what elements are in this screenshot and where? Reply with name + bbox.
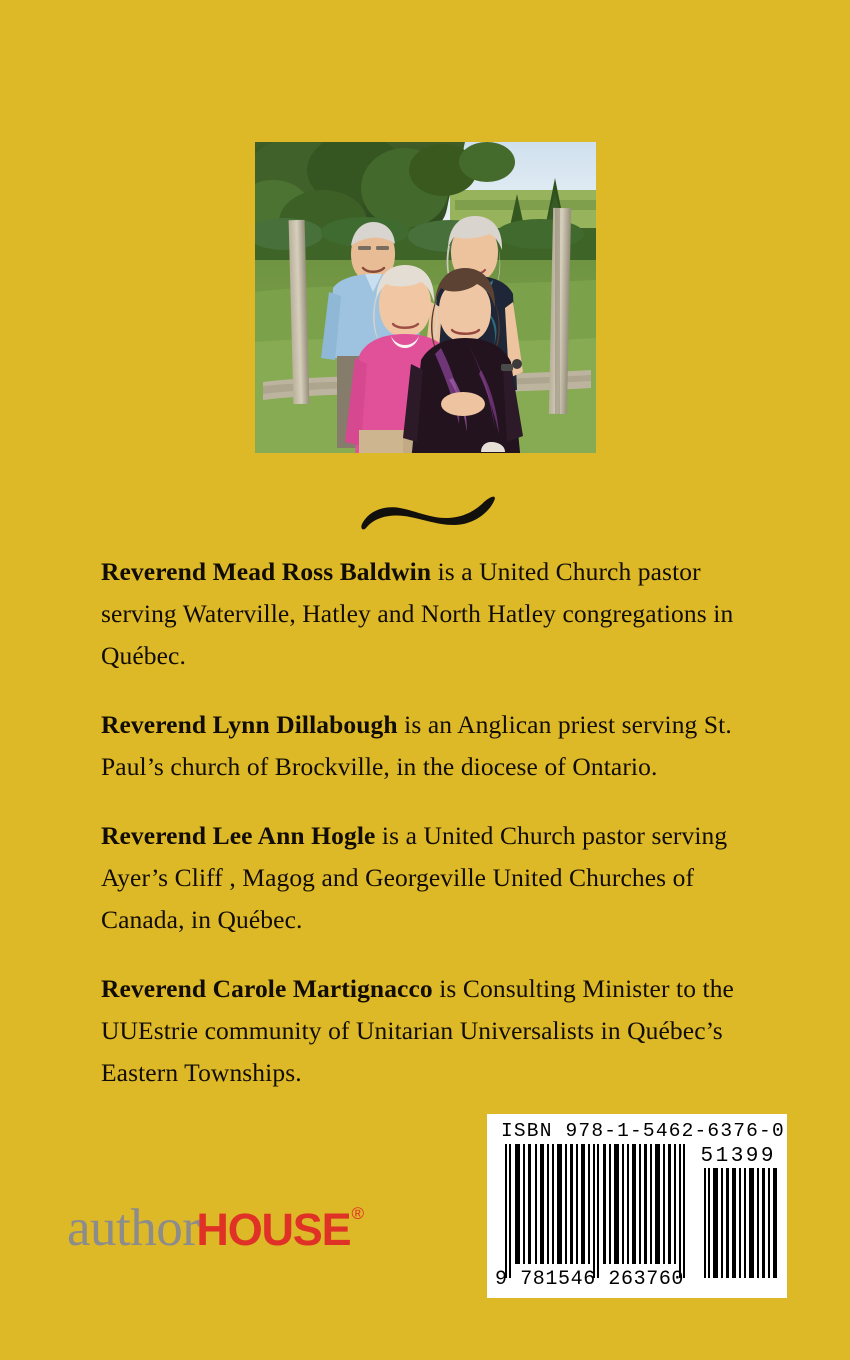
bio-paragraph-dillabough: [101, 704, 753, 788]
bio-author-name: Reverend Lee Ann Hogle: [101, 821, 376, 850]
author-bios-block: [101, 551, 753, 1094]
bio-body-text: is an Anglican priest serving St. Paul’s church of Brockville, in the diocese of Ontario.: [101, 710, 732, 781]
ean13-barcode-bars: [503, 1144, 689, 1278]
logo-text-house: HOUSE: [196, 1204, 351, 1255]
price-addon-barcode-bars: [704, 1168, 778, 1278]
author-group-photo: [255, 142, 596, 453]
bio-body-text: is a United Church pastor serving Waterville, Hatley and North Hatley congregations in Québec.: [101, 557, 734, 670]
isbn-barcode-block: [487, 1114, 787, 1298]
bio-author-name: Reverend Lynn Dillabough: [101, 710, 398, 739]
ean13-digits-text: 9 781546 263760: [495, 1268, 685, 1291]
isbn-text: ISBN 978-1-5462-6376-0: [501, 1120, 785, 1142]
bio-paragraph-martignacco: [101, 968, 753, 1094]
price-code-text: 51399: [700, 1145, 776, 1168]
bio-body-text: is a United Church pastor serving Ayer’s Cliff , Magog and Georgeville United Churches of Canada, in Québec.: [101, 821, 728, 934]
bio-author-name: Reverend Carole Martignacco: [101, 974, 433, 1003]
bio-paragraph-hogle: [101, 815, 753, 941]
registered-trademark-icon: ®: [351, 1204, 364, 1223]
bio-author-name: Reverend Mead Ross Baldwin: [101, 557, 432, 586]
swash-divider-ornament: [358, 492, 498, 534]
logo-text-author: author: [67, 1199, 200, 1257]
authorhouse-publisher-logo: [67, 1198, 363, 1260]
bio-body-text: is Consulting Minister to the UUEstrie community of Unitarian Universalists in Québec’s Eastern Townships.: [101, 974, 734, 1087]
bio-paragraph-baldwin: [101, 551, 753, 677]
author-photo-illustration: [255, 142, 596, 453]
